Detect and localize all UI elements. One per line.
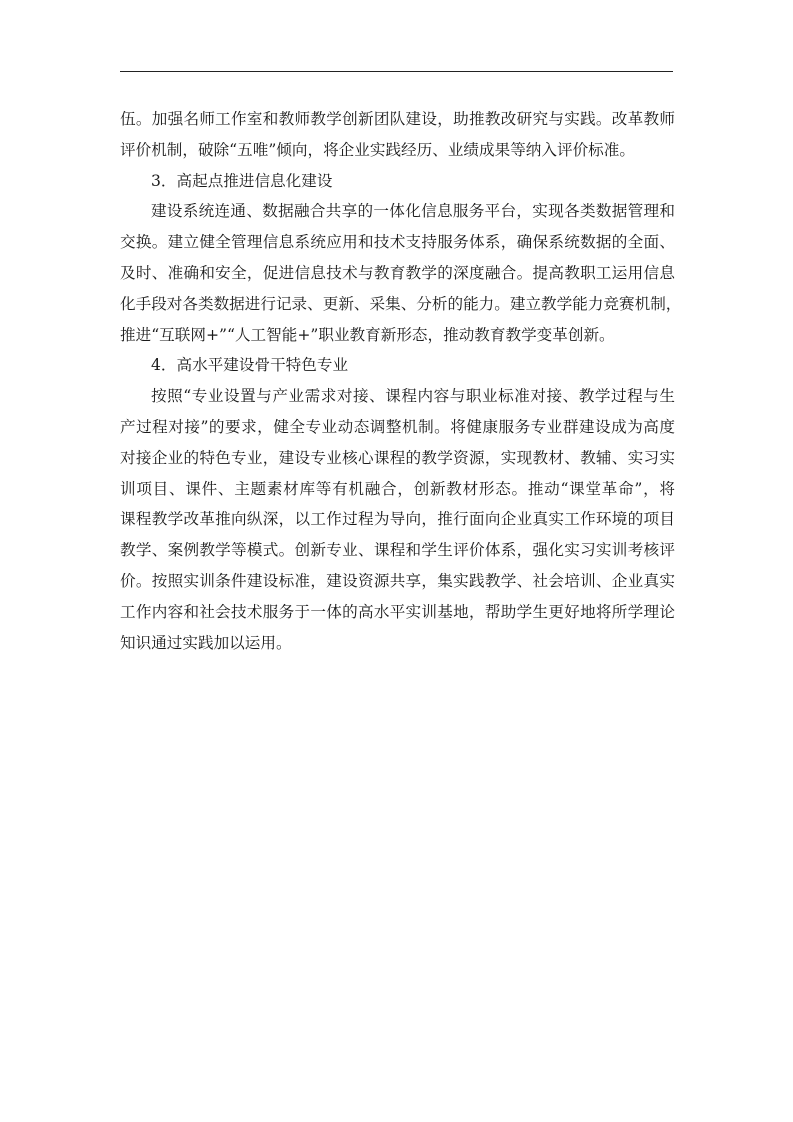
section-heading: 4．高水平建设骨干特色专业 [151,356,349,375]
page-header-rule [120,71,673,72]
section-heading: 3．高起点推进信息化建设 [151,171,333,190]
paragraph-line: 交换。建立健全管理信息系统应用和技术支持服务体系，确保系统数据的全面、 [120,233,675,252]
paragraph-line: 伍。加强名师工作室和教师教学创新团队建设，助推教改研究与实践。改革教师 [120,110,675,128]
paragraph-line: 及时、准确和安全，促进信息技术与教育教学的深度融合。提高教职工运用信息 [120,263,675,282]
paragraph-line: 价。按照实训条件建设标准，建设资源共享，集实践教学、社会培训、企业真实 [120,571,675,590]
paragraph-line: 对接企业的特色专业，建设专业核心课程的教学资源，实现教材、教辅、实习实 [120,448,675,467]
paragraph-line: 推进“互联网+”“人工智能+”职业教育新形态，推动教育教学变革创新。 [120,325,615,344]
paragraph-line: 化手段对各类数据进行记录、更新、采集、分析的能力。建立教学能力竞赛机制， [120,294,682,313]
paragraph-line: 评价机制，破除“五唯”倾向，将企业实践经历、业绩成果等纳入评价标准。 [120,140,635,159]
paragraph-line: 课程教学改革推向纵深，以工作过程为导向，推行面向企业真实工作环境的项目 [120,510,675,529]
paragraph-line: 按照“专业设置与产业需求对接、课程内容与职业标准对接、教学过程与生 [151,387,675,406]
paragraph-line: 工作内容和社会技术服务于一体的高水平实训基地，帮助学生更好地将所学理论 [120,602,675,621]
document-body [120,104,682,658]
paragraph-line: 训项目、课件、主题素材库等有机融合，创新教材形态。推动“课堂革命”，将 [120,479,675,498]
paragraph-line: 教学、案例教学等模式。创新专业、课程和学生评价体系，强化实习实训考核评 [120,541,675,560]
paragraph-line: 建设系统连通、数据融合共享的一体化信息服务平台，实现各类数据管理和 [151,202,675,221]
paragraph-line: 知识通过实践加以运用。 [120,633,292,652]
paragraph-line: 产过程对接”的要求，健全专业动态调整机制。将健康服务专业群建设成为高度 [120,417,675,436]
